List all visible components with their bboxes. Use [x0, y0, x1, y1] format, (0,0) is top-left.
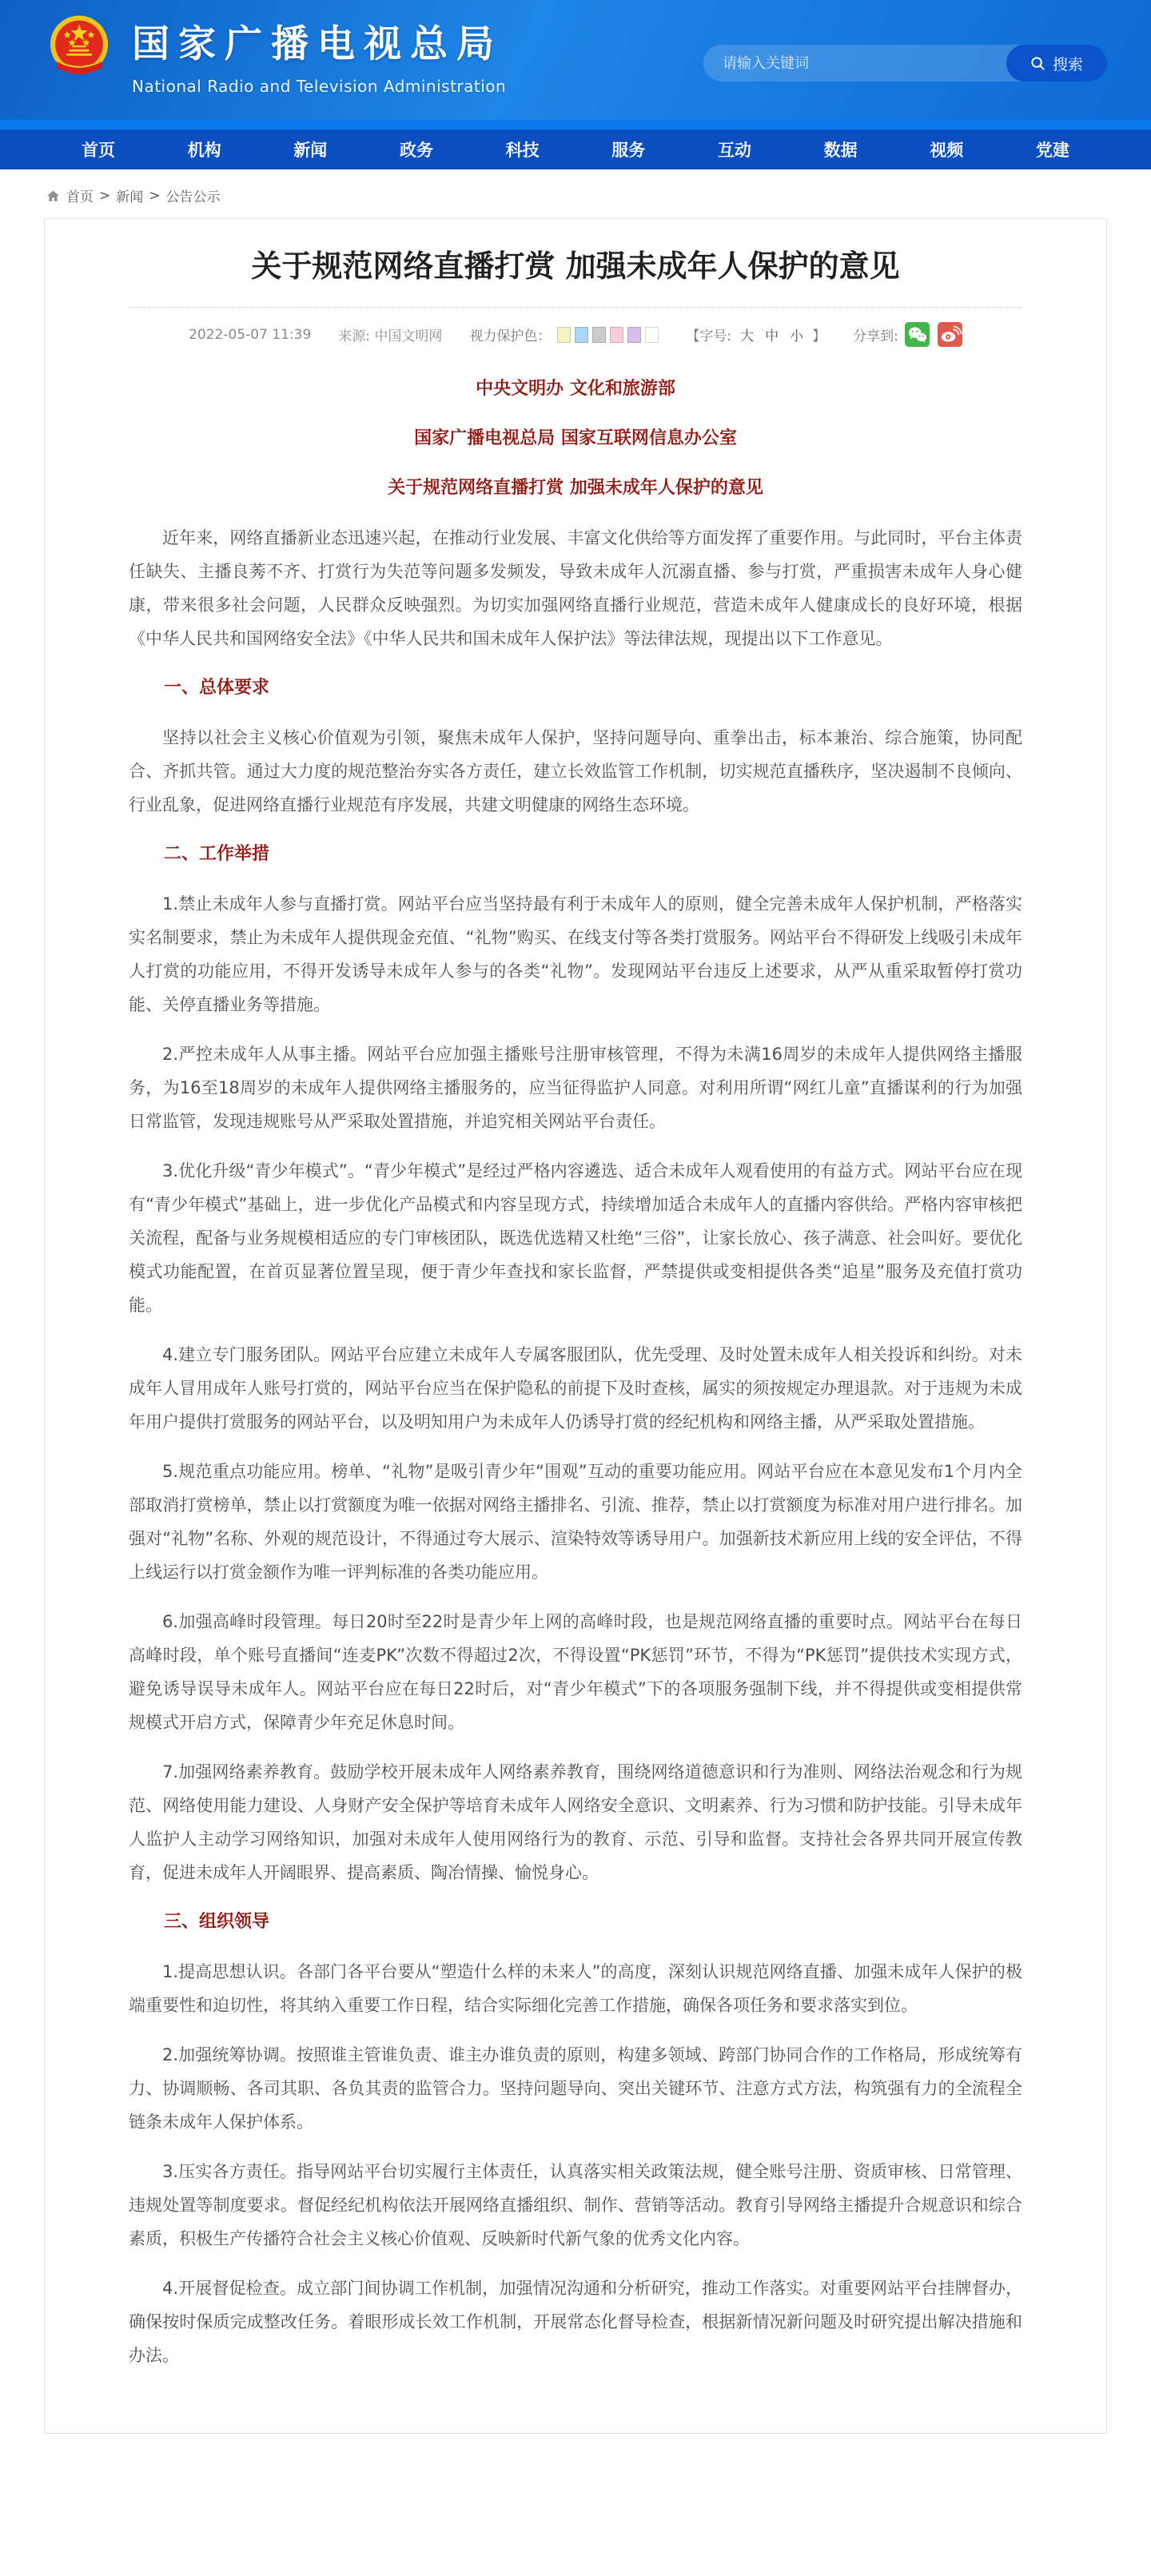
- article-paragraph-13: 6.加强高峰时段管理。每日20时至22时是青少年上网的高峰时段，也是规范网络直播的重要时点。网站平台在每日高峰时段，单个账号直播间“连麦PK”次数不得超过2次，不得设置“PK惩罚”环节，不得为“PK惩罚”提供技术实现方式，避免诱导误导未成年人。网站平台应在每日22时后，对“青少年模式”下的各项服务强制下线，并不得提供或变相提供常规模式开启方式，保障青少年充足休息时间。: [129, 1612, 1022, 1732]
- nav-item-1[interactable]: 首页: [82, 141, 115, 160]
- article-card: [44, 218, 1107, 2434]
- article-meta: [129, 322, 1022, 347]
- search-box: [703, 45, 1107, 82]
- wechat-share-icon[interactable]: [905, 322, 930, 347]
- article-paragraph-8: 1.禁止未成年人参与直播打赏。网站平台应当坚持最有利于未成年人的原则，健全完善未成年人保护机制，严格落实实名制要求，禁止为未成年人提供现金充值、“礼物”购买、在线支付等各类打赏服务。网站平台不得研发上线吸引未成年人打赏的功能应用，不得开发诱导未成年人参与的各类“礼物”。发现网站平台违反上述要求，从严从重采取暂停打赏功能、关停直播业务等措施。: [129, 894, 1022, 1014]
- article-body: [129, 372, 1022, 2372]
- eye-protect-label: 视力保护色：: [469, 328, 552, 344]
- nav-item-6[interactable]: 服务: [611, 141, 646, 160]
- search-button-label: 搜索: [1052, 55, 1083, 74]
- article-paragraph-4: 近年来，网络直播新业态迅速兴起，在推动行业发展、丰富文化供给等方面发挥了重要作用。与此同时，平台主体责任缺失、主播良莠不齐、打赏行为失范等问题多发频发，导致未成年人沉溺直播、参与打赏，严重损害未成年人身心健康，带来很多社会问题，人民群众反映强烈。为切实加强网络直播行业规范，营造未成年人健康成长的良好环境，根据《中华人民共和国网络安全法》《中华人民共和国未成年人保护法》等法律法规，现提出以下工作意见。: [129, 528, 1022, 648]
- article-paragraph-18: 3.压实各方责任。指导网站平台切实履行主体责任，认真落实相关政策法规，健全账号注册、资质审核、日常管理、违规处置等制度要求。督促经纪机构依法开展网络直播组织、制作、营销等活动。教育引导网络主播提升合规意识和综合素质，积极生产传播符合社会主义核心价值观、反映新时代新气象的优秀文化内容。: [129, 2162, 1022, 2248]
- main-nav: [0, 129, 1151, 169]
- site-subtitle: National Radio and Television Administration: [132, 77, 507, 96]
- site-brand: [44, 13, 506, 96]
- article-paragraph-12: 5.规范重点功能应用。榜单、“礼物”是吸引青少年“围观”互动的重要功能应用。网站平台应在本意见发布1个月内全部取消打赏榜单，禁止以打赏额度为唯一依据对网络主播排名、引流、推荐，禁止以打赏额度为标准对用户进行排名。加强对“礼物”名称、外观的规范设计，不得通过夸大展示、渲染特效等诱导用户。加强新技术新应用上线的安全评估，不得上线运行以打赏金额作为唯一评判标准的各类功能应用。: [129, 1462, 1022, 1582]
- nav-item-3[interactable]: 新闻: [293, 141, 328, 160]
- breadcrumb-separator: >: [99, 187, 111, 204]
- eye-protect-swatch-1[interactable]: [557, 327, 571, 343]
- font-size-option-大[interactable]: 大: [740, 328, 755, 344]
- eye-protect-swatch-6[interactable]: [645, 327, 659, 343]
- doc-title-line-2: 国家广播电视总局 国家互联网信息办公室: [414, 428, 737, 448]
- eye-protect-swatch-3[interactable]: [592, 327, 606, 343]
- home-icon: [46, 189, 61, 203]
- breadcrumb-separator: >: [149, 187, 161, 204]
- breadcrumb-item-1[interactable]: 首页: [66, 189, 94, 205]
- article-paragraph-9: 2.严控未成年人从事主播。网站平台应加强主播账号注册审核管理，不得为未满16周岁的未成年人提供网络主播服务，为16至18周岁的未成年人提供网络主播服务的，应当征得监护人同意。对利用所谓“网红儿童”直播谋利的行为加强日常监管，发现违规账号从严采取处置措施，并追究相关网站平台责任。: [129, 1045, 1022, 1131]
- font-size-group: [686, 324, 826, 344]
- font-size-suffix: 】: [812, 328, 826, 344]
- weibo-share-icon[interactable]: [938, 322, 962, 347]
- breadcrumb: [0, 169, 1151, 218]
- article-paragraph-14: 7.加强网络素养教育。鼓励学校开展未成年人网络素养教育，围绕网络道德意识和行为准则、网络法治观念和行为规范、网络使用能力建设、人身财产安全保护等培育未成年人网络安全意识、文明素养、行为习惯和防护技能。引导未成年人监护人主动学习网络知识，加强对未成年人使用网络行为的教育、示范、引导和监督。支持社会各界共同开展宣传教育，促进未成年人开阔眼界、提高素质、陶冶情操、愉悦身心。: [129, 1762, 1022, 1882]
- nav-item-9[interactable]: 视频: [930, 141, 964, 160]
- site-title: 国家广播电视总局: [132, 22, 503, 66]
- nav-item-10[interactable]: 党建: [1035, 141, 1069, 160]
- nav-item-5[interactable]: 科技: [505, 141, 540, 160]
- share-group: [853, 322, 962, 347]
- article-source: 来源: 中国文明网: [338, 328, 443, 344]
- font-size-option-中[interactable]: 中: [765, 328, 779, 344]
- article-paragraph-17: 2.加强统筹协调。按照谁主管谁负责、谁主办谁负责的原则，构建多领域、跨部门协同合作的工作格局，形成统筹有力、协调顺畅、各司其职、各负其责的监管合力。坚持问题导向、突出关键环节、注意方式方法，构筑强有力的全流程全链条未成年人保护体系。: [129, 2045, 1022, 2132]
- doc-title-line-3: 关于规范网络直播打赏 加强未成年人保护的意见: [388, 478, 763, 498]
- nav-item-2[interactable]: 机构: [187, 141, 221, 160]
- search-icon: [1030, 56, 1045, 71]
- site-header: [0, 0, 1151, 129]
- section-heading-5: 一、总体要求: [164, 678, 270, 698]
- article-paragraph-11: 4.建立专门服务团队。网站平台应建立未成年人专属客服团队，优先受理、及时处置未成年人相关投诉和纠纷。对未成年人冒用成年人账号打赏的，网站平台应当在保护隐私的前提下及时查核，属实的须按规定办理退款。对于违规为未成年用户提供打赏服务的网站平台，以及明知用户为未成年人仍诱导打赏的经纪机构和网络主播，从严采取处置措施。: [129, 1345, 1022, 1431]
- section-heading-15: 三、组织领导: [164, 1912, 270, 1932]
- font-size-option-小[interactable]: 小: [790, 328, 804, 344]
- share-icons: [905, 322, 962, 347]
- article-paragraph-19: 4.开展督促检查。成立部门间协调工作机制，加强情况沟通和分析研究，推动工作落实。对重要网站平台挂牌督办，确保按时保质完成整改任务。着眼形成长效工作机制，开展常态化督导检查，根据新情况新问题及时研究提出解决措施和办法。: [129, 2279, 1022, 2365]
- eye-protect-group: [469, 324, 659, 344]
- page-title: 关于规范网络直播打赏 加强未成年人保护的意见: [129, 246, 1022, 308]
- eye-protect-swatch-5[interactable]: [627, 327, 641, 343]
- eye-protect-swatch-2[interactable]: [575, 327, 588, 343]
- doc-title-line-1: 中央文明办 文化和旅游部: [476, 379, 675, 399]
- nav-item-7[interactable]: 互动: [717, 141, 751, 160]
- section-heading-7: 二、工作举措: [164, 844, 270, 864]
- article-paragraph-16: 1.提高思想认识。各部门各平台要从“塑造什么样的未来人”的高度，深刻认识规范网络直播、加强未成年人保护的极端重要性和迫切性，将其纳入重要工作日程，结合实际细化完善工作措施，确保各项任务和要求落实到位。: [129, 1962, 1022, 2015]
- share-label: 分享到:: [853, 328, 898, 344]
- eye-protect-swatches: [557, 327, 659, 343]
- breadcrumb-item-3: 公告公示: [165, 189, 221, 205]
- font-size-prefix: 【字号:: [686, 328, 732, 344]
- nav-item-8[interactable]: 数据: [823, 141, 858, 160]
- article-paragraph-10: 3.优化升级“青少年模式”。“青少年模式”是经过严格内容遴选、适合未成年人观看使用的有益方式。网站平台应在现有“青少年模式”基础上，进一步优化产品模式和内容呈现方式，持续增加适合未成年人的直播内容供给。严格内容审核把关流程，配备与业务规模相适应的专门审核团队，既选优选精又杜绝“三俗”，让家长放心、孩子满意、社会叫好。要优化模式功能配置，在首页显著位置呈现，便于青少年查找和家长监督，严禁提供或变相提供各类“追星”服务及充值打赏功能。: [129, 1161, 1022, 1315]
- search-input[interactable]: [703, 45, 1006, 82]
- article-paragraph-6: 坚持以社会主义核心价值观为引领，聚焦未成年人保护，坚持问题导向、重拳出击，标本兼治、综合施策，协同配合、齐抓共管。通过大力度的规范整治夯实各方责任，建立长效监管工作机制，切实规范直播秩序，坚决遏制不良倾向、行业乱象，促进网络直播行业规范有序发展，共建文明健康的网络生态环境。: [129, 728, 1022, 814]
- article-datetime: 2022-05-07 11:39: [189, 326, 312, 343]
- search-button[interactable]: [1006, 45, 1107, 82]
- nav-item-4[interactable]: 政务: [399, 141, 433, 160]
- national-emblem-icon: [44, 13, 114, 83]
- breadcrumb-item-2[interactable]: 新闻: [116, 189, 144, 205]
- eye-protect-swatch-4[interactable]: [610, 327, 623, 343]
